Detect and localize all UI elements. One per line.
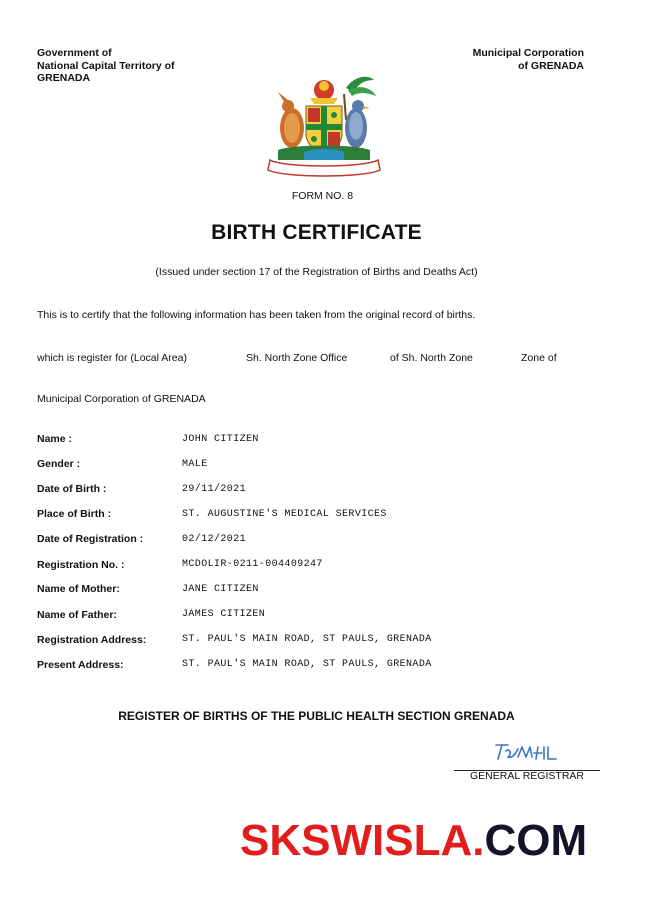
field-label-registration-address: Registration Address:: [37, 634, 147, 646]
watermark-dot: .: [472, 816, 485, 865]
field-label-date-of-registration: Date of Registration :: [37, 533, 144, 545]
issuer-line: GRENADA: [37, 72, 91, 84]
issued-under-note: (Issued under section 17 of the Registration of Births and Deaths Act): [155, 266, 478, 278]
local-area-prefix: which is register for (Local Area): [37, 352, 187, 364]
registrar-signature: [490, 741, 562, 763]
issuer-line: National Capital Territory of: [37, 59, 175, 72]
watermark-tld: COM: [484, 816, 588, 865]
local-area-zone-of: Zone of: [521, 352, 557, 364]
watermark-logo: [240, 816, 587, 866]
field-label-present-address: Present Address:: [37, 659, 124, 671]
field-label-date-of-birth: Date of Birth :: [37, 483, 107, 495]
field-value-date-of-birth: 29/11/2021: [182, 484, 247, 495]
field-label-place-of-birth: Place of Birth :: [37, 508, 112, 520]
field-value-place-of-birth: ST. AUGUSTINE'S MEDICAL SERVICES: [182, 509, 387, 520]
field-value-mother: JANE CITIZEN: [182, 584, 259, 595]
field-value-name: JOHN CITIZEN: [182, 434, 259, 445]
local-area-zone: of Sh. North Zone: [390, 352, 473, 364]
watermark-main: SKSWISLA: [240, 816, 473, 865]
field-label-registration-no: Registration No. :: [37, 559, 125, 571]
document-title: BIRTH CERTIFICATE: [211, 221, 422, 244]
form-number: FORM NO. 8: [291, 190, 354, 202]
issuer-government: [37, 47, 175, 85]
issuer-line: Government of: [37, 47, 112, 59]
registrar-title: GENERAL REGISTRAR: [470, 770, 584, 782]
field-value-gender: MALE: [182, 459, 208, 470]
field-value-registration-no: MCDOLIR-0211-004409247: [182, 559, 323, 570]
issuer-line: Municipal Corporation: [472, 47, 584, 59]
register-of-births-heading: REGISTER OF BIRTHS OF THE PUBLIC HEALTH SECTION GRENADA: [118, 709, 515, 723]
municipal-corporation-line: Municipal Corporation of GRENADA: [37, 393, 206, 405]
certification-statement: This is to certify that the following information has been taken from the original record of births.: [37, 309, 476, 321]
issuer-municipal: [440, 47, 584, 72]
local-area-office: Sh. North Zone Office: [246, 352, 348, 364]
field-value-date-of-registration: 02/12/2021: [182, 534, 247, 545]
field-label-name: Name :: [37, 433, 73, 445]
field-value-father: JAMES CITIZEN: [182, 609, 266, 620]
field-label-father: Name of Father:: [37, 609, 117, 621]
field-label-gender: Gender :: [37, 458, 81, 470]
field-value-registration-address: ST. PAUL'S MAIN ROAD, ST PAULS, GRENADA: [182, 634, 432, 645]
coat-of-arms-icon: [264, 68, 384, 180]
field-label-mother: Name of Mother:: [37, 583, 120, 595]
field-value-present-address: ST. PAUL'S MAIN ROAD, ST PAULS, GRENADA: [182, 659, 432, 670]
issuer-line: of GRENADA: [518, 59, 584, 72]
